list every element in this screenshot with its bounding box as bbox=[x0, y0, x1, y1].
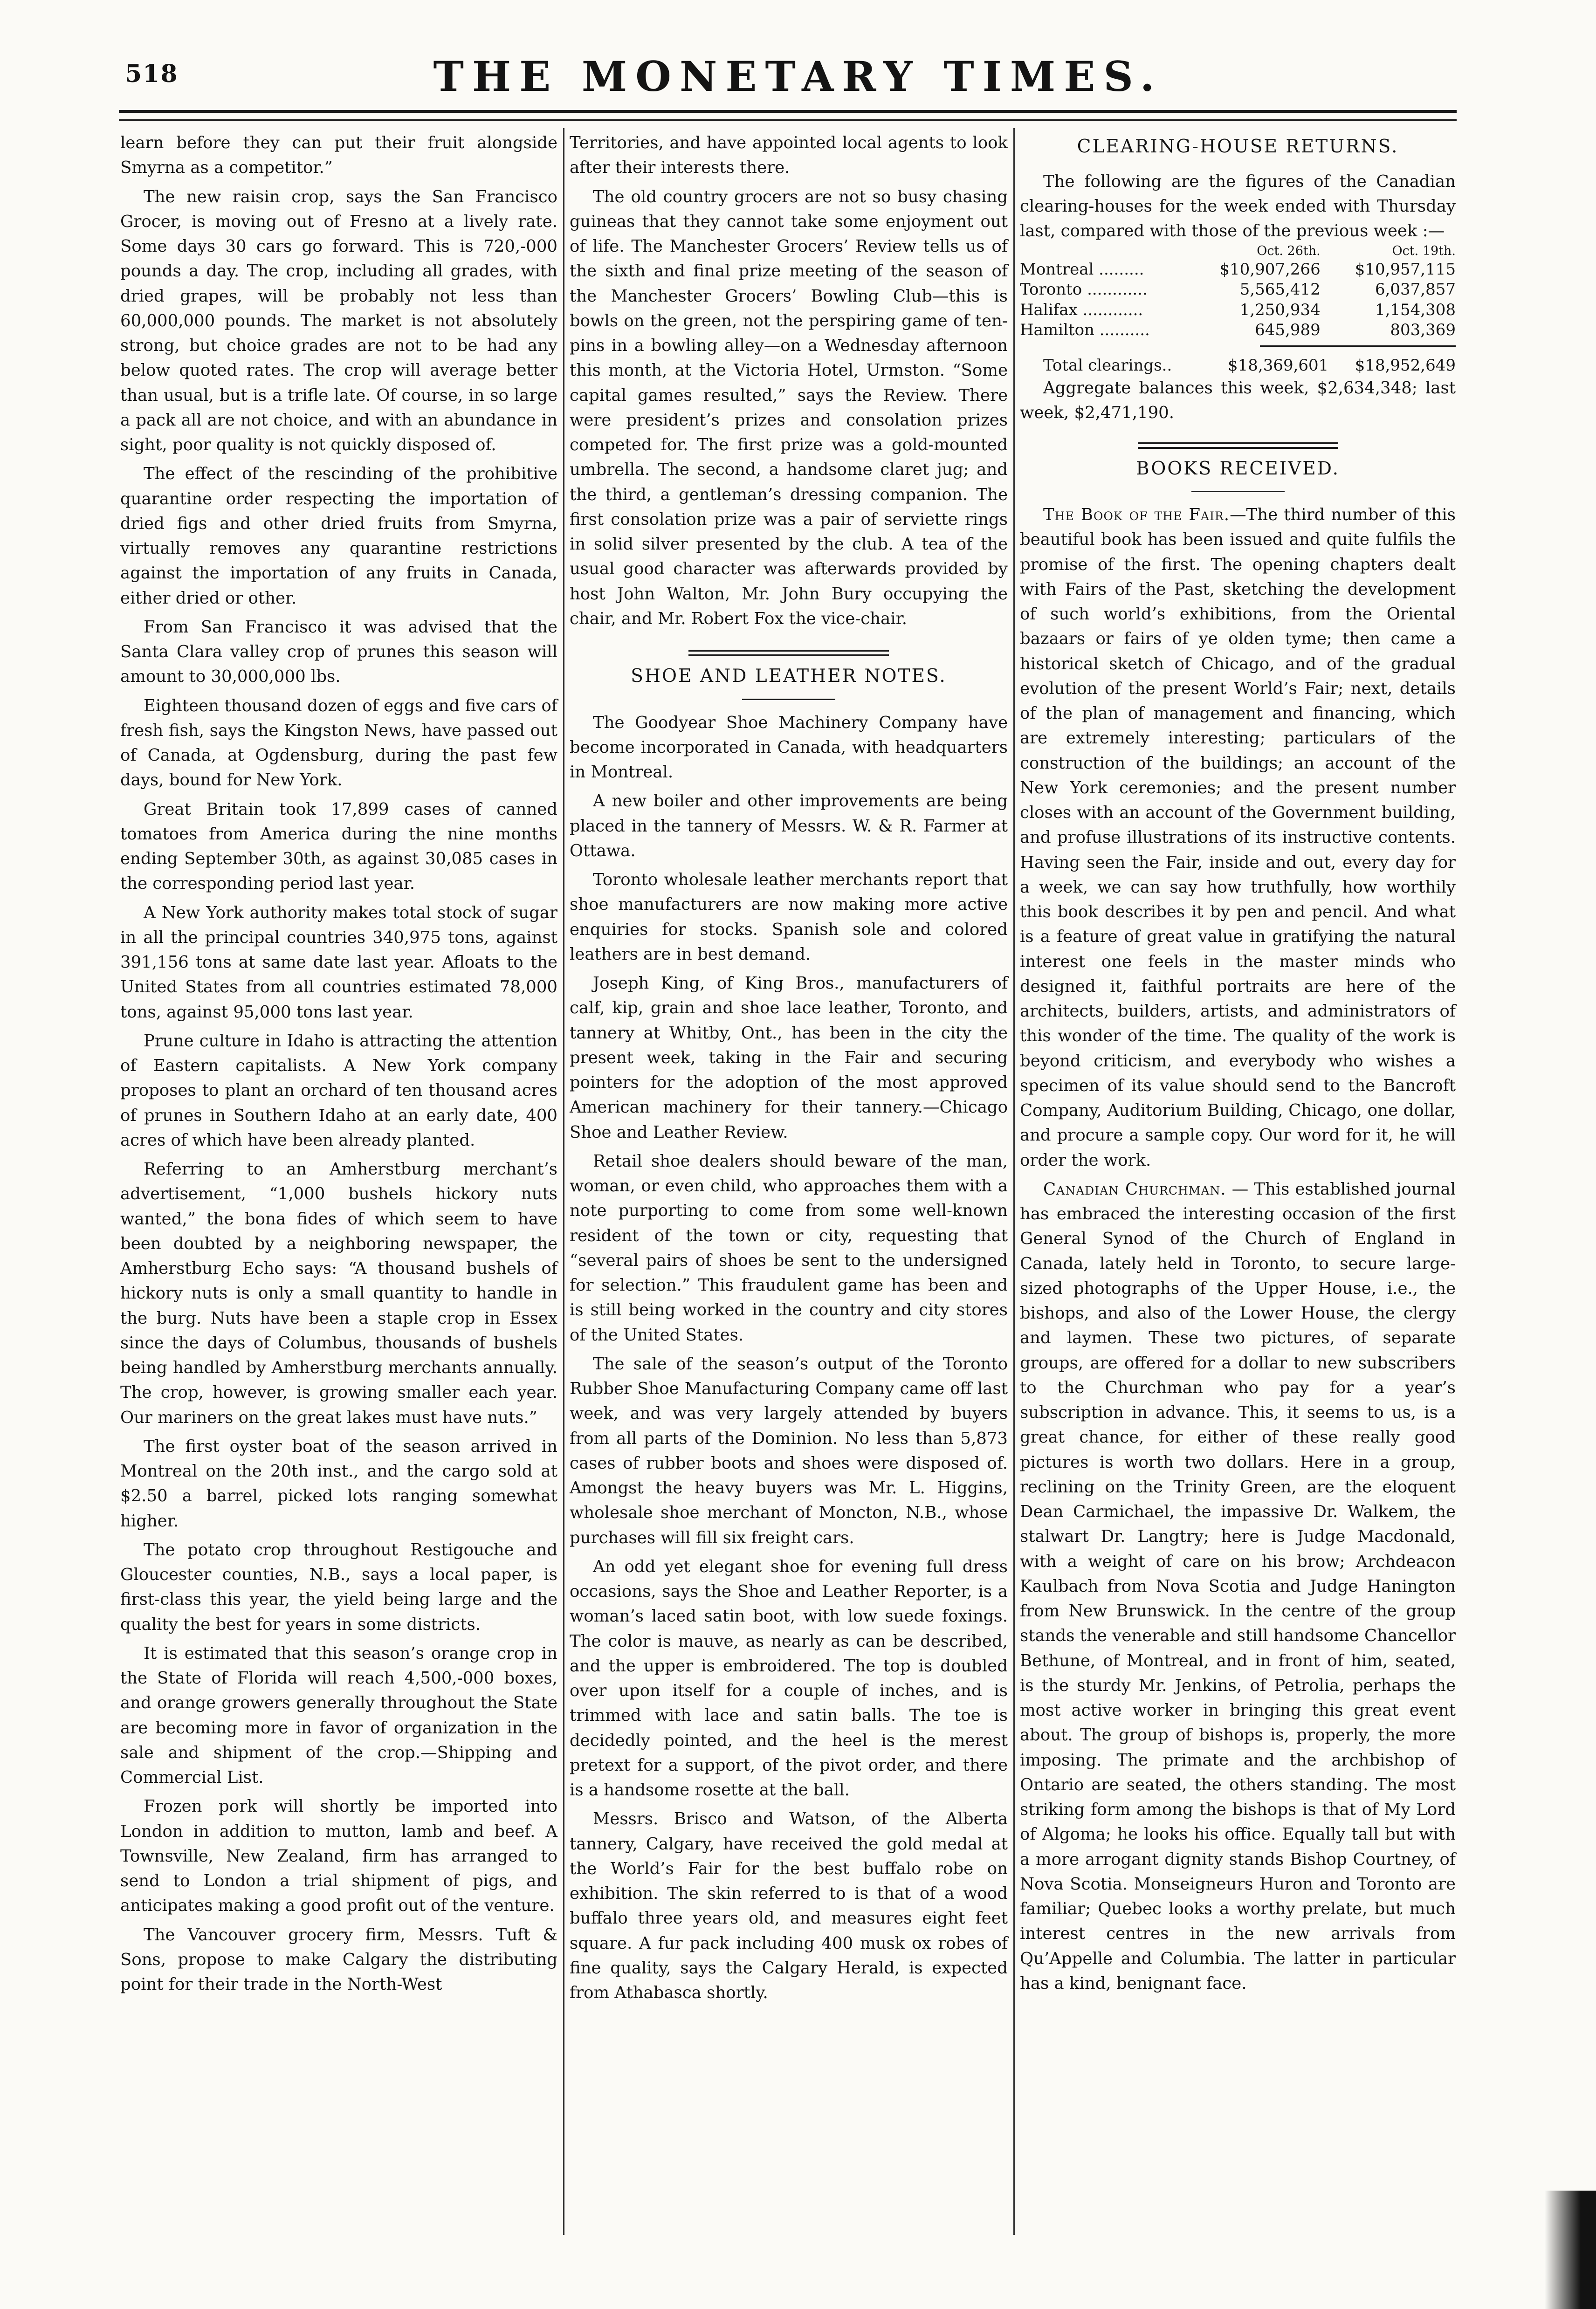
aggregate-balances: Aggregate balances this week, $2,634,348; last week, $2,471,190. bbox=[1020, 378, 1456, 423]
section-heading-shoe-leather: SHOE AND LEATHER NOTES. bbox=[631, 666, 947, 687]
paragraph: The first oyster boat of the season arrived in Montreal on the 20th inst., and the cargo sold at $2.50 a barrel, picked lots ranging somewhat higher. bbox=[120, 1436, 557, 1531]
table-row: Halifax ............ 1,250,934 1,154,308 bbox=[1020, 300, 1456, 319]
table-rule bbox=[1260, 345, 1456, 347]
clearing-totals bbox=[1020, 355, 1456, 376]
column-clearing-books bbox=[1020, 131, 1456, 1996]
total-label: Total clearings.. bbox=[1043, 356, 1172, 375]
paragraph: Territories, and have appointed local agents to look after their interests there. bbox=[570, 133, 1008, 178]
paragraph: The sale of the season’s output of the Toronto Rubber Shoe Manufacturing Company came off last week, and was very largely attended by buyers from all parts of the Dominion. No less than 5,873 cases of rubber boots and shoes were disposed of. Amongst the heavy buyers was Mr. L. Higgins, wholesale shoe merchant of Moncton, N.B., whose purchases will fill six freight cars. bbox=[570, 1354, 1008, 1547]
masthead-title: THE MONETARY TIMES. bbox=[433, 52, 1163, 101]
paragraph: A New York authority makes total stock of sugar in all the principal countries 340,975 tons, against 391,156 tons at same date last year. Afloats to the United States from all countries estimated 78,000 tons, against 95,000 tons last year. bbox=[120, 903, 557, 1022]
paragraph: Messrs. Brisco and Watson, of the Alberta tannery, Calgary, have received the gold medal at the World’s Fair for the best buffalo robe on exhibition. The skin referred to is that of a wood buffalo three years old, and measures eight feet square. A fur pack including 400 musk ox robes of fine quality, says the Calgary Herald, is expected from Athabasca shortly. bbox=[570, 1809, 1008, 2002]
paragraph: The old country grocers are not so busy chasing guineas that they cannot take some enjoyment out of life. The Manchester Grocers’ Review tells us of the sixth and final prize meeting of the season of the Manchester Grocers’ Bowling Club—this is bowls on the green, not the perspiring game of ten-pins in a bowling alley—on a Wednesday afternoon this month, at the Victoria Hotel, Urmston. “Some capital games resulted,” says the Review. There were president’s prizes and consolation prizes competed for. The first prize was a gold-mounted umbrella. The second, a handsome claret jug; and the third, a gentleman’s dressing companion. The first consolation prize was a pair of serviette rings in solid silver presented by the club. A tea of the usual good character was afterwards provided by host John Walton, Mr. John Bury occupying the chair, and Mr. Robert Fox the vice-chair. bbox=[570, 187, 1008, 628]
paragraph: The Goodyear Shoe Machinery Company have become incorporated in Canada, with headquarters in Montreal. bbox=[570, 713, 1008, 782]
table-row: Montreal ......... $10,907,266 $10,957,115 bbox=[1020, 260, 1456, 279]
clearing-table bbox=[1020, 243, 1456, 341]
paragraph: The potato crop throughout Restigouche and Gloucester counties, N.B., says a local paper, is first-class this year, the yield being large and the quality the best for years in some districts. bbox=[120, 1540, 557, 1634]
table-row: Hamilton .......... 645,989 803,369 bbox=[1020, 321, 1456, 340]
heading-rule bbox=[1191, 491, 1285, 492]
total-previous: $18,952,649 bbox=[1355, 356, 1456, 375]
clearing-intro: The following are the figures of the Canadian clearing-houses for the week ended with Thursday last, compared with those of the previous week :— bbox=[1020, 172, 1456, 241]
header-rule-thick bbox=[119, 110, 1457, 113]
paragraph: Referring to an Amherstburg merchant’s advertisement, “1,000 bushels hickory nuts wanted,” the bona fides of which seem to have been doubted by a neighboring newspaper, the Amherstburg Echo says: “A thousand bushels of hickory nuts is only a small quantity to handle in the burg. Nuts have been a staple crop in Essex since the days of Columbus, thousands of bushels being handled by Amherstburg merchants annually. The crop, however, is growing smaller each year. Our mariners on the great lakes must have nuts.” bbox=[120, 1160, 557, 1427]
paragraph: The new raisin crop, says the San Francisco Grocer, is moving out of Fresno at a lively rate. Some days 30 cars go forward. This is 720,-000 pounds a day. The crop, including all grades, with dried grapes, will be probably not less than 60,000,000 pounds. The market is not absolutely strong, but choice grades are not to be had any below quoted rates. The crop will average better than usual, but is a trifle late. Of course, in so large a pack all are not choice, and with an abundance in sight, poor quality is not quickly disposed of. bbox=[120, 187, 557, 454]
paragraph: A new boiler and other improvements are being placed in the tannery of Messrs. W. & R. Farmer at Ottawa. bbox=[570, 791, 1008, 860]
section-divider bbox=[688, 650, 889, 656]
paragraph: Frozen pork will shortly be imported into London in addition to mutton, lamb and beef. A Townsville, New Zealand, firm has arranged to send to London a trial shipment of pigs, and anticipates making a good profit out of the venture. bbox=[120, 1797, 557, 1916]
paragraph: From San Francisco it was advised that the Santa Clara valley crop of prunes this season will amount to 30,000,000 lbs. bbox=[120, 617, 557, 687]
paragraph: Great Britain took 17,899 cases of canned tomatoes from America during the nine months ending September 30th, as against 30,085 cases in the corresponding period last year. bbox=[120, 799, 557, 893]
paragraph: Joseph King, of King Bros., manufacturers of calf, kip, grain and shoe lace leather, Toronto, and tannery at Whitby, Ont., has been in the city the present week, taking in the Fair and securing pointers for the adoption of the most approved American machinery for their tannery.—Chicago Shoe and Leather Review. bbox=[570, 974, 1008, 1142]
paragraph: learn before they can put their fruit alongside Smyrna as a competitor.” bbox=[120, 133, 557, 178]
review-title: The Book of the Fair. bbox=[1043, 505, 1230, 525]
review-title: Canadian Churchman. bbox=[1043, 1179, 1226, 1199]
paragraph: Retail shoe dealers should beware of the man, woman, or even child, who approaches them with a note purporting to come from some well-known resident of the town or city, requesting that “several pairs of shoes be sent to the undersigned for selection.” This fraudulent game has been and is still being worked in the country and city stores of the United States. bbox=[570, 1151, 1008, 1345]
total-current: $18,369,601 bbox=[1228, 356, 1329, 375]
paragraph: Eighteen thousand dozen of eggs and five cars of fresh fish, says the Kingston News, have passed out of Canada, at Ogdensburg, during the past few days, bound for New York. bbox=[120, 696, 557, 790]
section-heading-clearing-house: CLEARING-HOUSE RETURNS. bbox=[1077, 136, 1399, 157]
paragraph: Prune culture in Idaho is attracting the attention of Eastern capitalists. A New York company proposes to plant an orchard of ten thousand acres of prunes in Southern Idaho at an early date, 400 acres of which have been already planted. bbox=[120, 1031, 557, 1150]
column-header: Oct. 19th. bbox=[1392, 244, 1456, 259]
book-review-churchman: Canadian Churchman. — This established journal has embraced the interesting occasion of the first General Synod of the Church of England in Canada, lately held in Toronto, to secure large-sized photographs of the Upper House, i.e., the bishops, and also of the Lower House, the clergy and laymen. These two pictures, of separate groups, are offered for a dollar to new subscribers to the Churchman who pay for a year’s subscription in advance. This, it seems to us, is a great chance, for either of these really good pictures is worth two dollars. Here in a group, reclining on the Trinity Green, are the eloquent Dean Carmichael, the impassive Dr. Walkem, the stalwart Dr. Langtry; here is Judge Macdonald, with a weight of care on his brow; Archdeacon Kaulbach from Nova Scotia and Judge Hanington from New Brunswick. In the centre of the group stands the venerable and still handsome Chancellor Bethune, of Montreal, and in front of him, seated, is the sturdy Mr. Jenkins, of Petrolia, perhaps the most active worker in bringing this great event about. The group of bishops is, properly, the more imposing. The primate and the archbishop of Ontario are seated, the others standing. The most striking form among the bishops is that of My Lord of Algoma; he looks his office. Equally tall but with a more arrogant dignity stands Bishop Courtney, of Nova Scotia. Monseigneurs Huron and Toronto are familiar; Quebec looks a worthy prelate, but much interest centres in the new arrivals from Qu’Appelle and Columbia. The latter in particular has a kind, benignant face. bbox=[1020, 1179, 1456, 1993]
column-header: Oct. 26th. bbox=[1257, 244, 1321, 259]
column-rule-left bbox=[563, 128, 564, 2235]
header-rule-thin bbox=[119, 119, 1457, 121]
column-shoe-leather bbox=[570, 131, 1008, 2005]
column-rule-right bbox=[1013, 128, 1015, 2235]
paragraph: An odd yet elegant shoe for evening full dress occasions, says the Shoe and Leather Reporter, is a woman’s laced satin boot, with low suede foxings. The color is mauve, as nearly as can be described, and the upper is embroidered. The top is doubled over upon itself for a couple of inches, and is trimmed with lace and satin balls. The toe is decidedly pointed, and the heel is the merest pretext for a support, of the pivot order, and there is a handsome rosette at the ball. bbox=[570, 1557, 1008, 1800]
paragraph: The Vancouver grocery firm, Messrs. Tuft & Sons, propose to make Calgary the distributing point for their trade in the North-West bbox=[120, 1925, 557, 1994]
page-number: 518 bbox=[125, 60, 179, 88]
paragraph: It is estimated that this season’s orange crop in the State of Florida will reach 4,500,-000 boxes, and orange growers generally throughout the State are becoming more in favor of organization in the sale and shipment of the crop.—Shipping and Commercial List. bbox=[120, 1643, 557, 1787]
section-divider bbox=[1138, 442, 1338, 449]
scan-edge-shadow bbox=[1545, 2191, 1596, 2309]
book-review-fair: The Book of the Fair.—The third number of this beautiful book has been issued and quite fulfils the promise of the first. The opening chapters dealt with Fairs of the Past, sketching the development of such world’s exhibitions, from the Oriental bazaars or fairs of ye olden tyme; then came a historical sketch of Chicago, and of the gradual evolution of the present World’s Fair; next, details of the plan of management and financing, which are extremely interesting; particulars of the construction of the buildings; an account of the New York ceremonies; and the present number closes with an account of the Government building, and profuse illustrations of its instructive contents. Having seen the Fair, inside and out, every day for a week, we can say how truthfully, how worthily this book describes it by pen and pencil. And what is a feature of great value in gratifying the natural interest one feels in the master minds who designed it, faithful portraits are here of the architects, builders, artists, and administrators of this wonder of the time. The quality of the work is beyond criticism, and everybody who wishes a specimen of its value should send to the Bancroft Company, Auditorium Building, Chicago, one dollar, and procure a sample copy. Our word for it, he will order the work. bbox=[1020, 505, 1456, 1170]
paragraph: Toronto wholesale leather merchants report that shoe manufacturers are now making more active enquiries for stocks. Spanish sole and colored leathers are in best demand. bbox=[570, 870, 1008, 964]
section-heading-books: BOOKS RECEIVED. bbox=[1135, 458, 1340, 479]
table-row: Toronto ............ 5,565,412 6,037,857 bbox=[1020, 280, 1456, 299]
column-grocery-notes bbox=[120, 131, 557, 1997]
paragraph: The effect of the rescinding of the prohibitive quarantine order respecting the importation of dried figs and other dried fruits from Smyrna, virtually removes any quarantine restrictions against the importation of any fruits in Canada, either dried or other. bbox=[120, 464, 557, 608]
heading-rule bbox=[742, 699, 835, 700]
